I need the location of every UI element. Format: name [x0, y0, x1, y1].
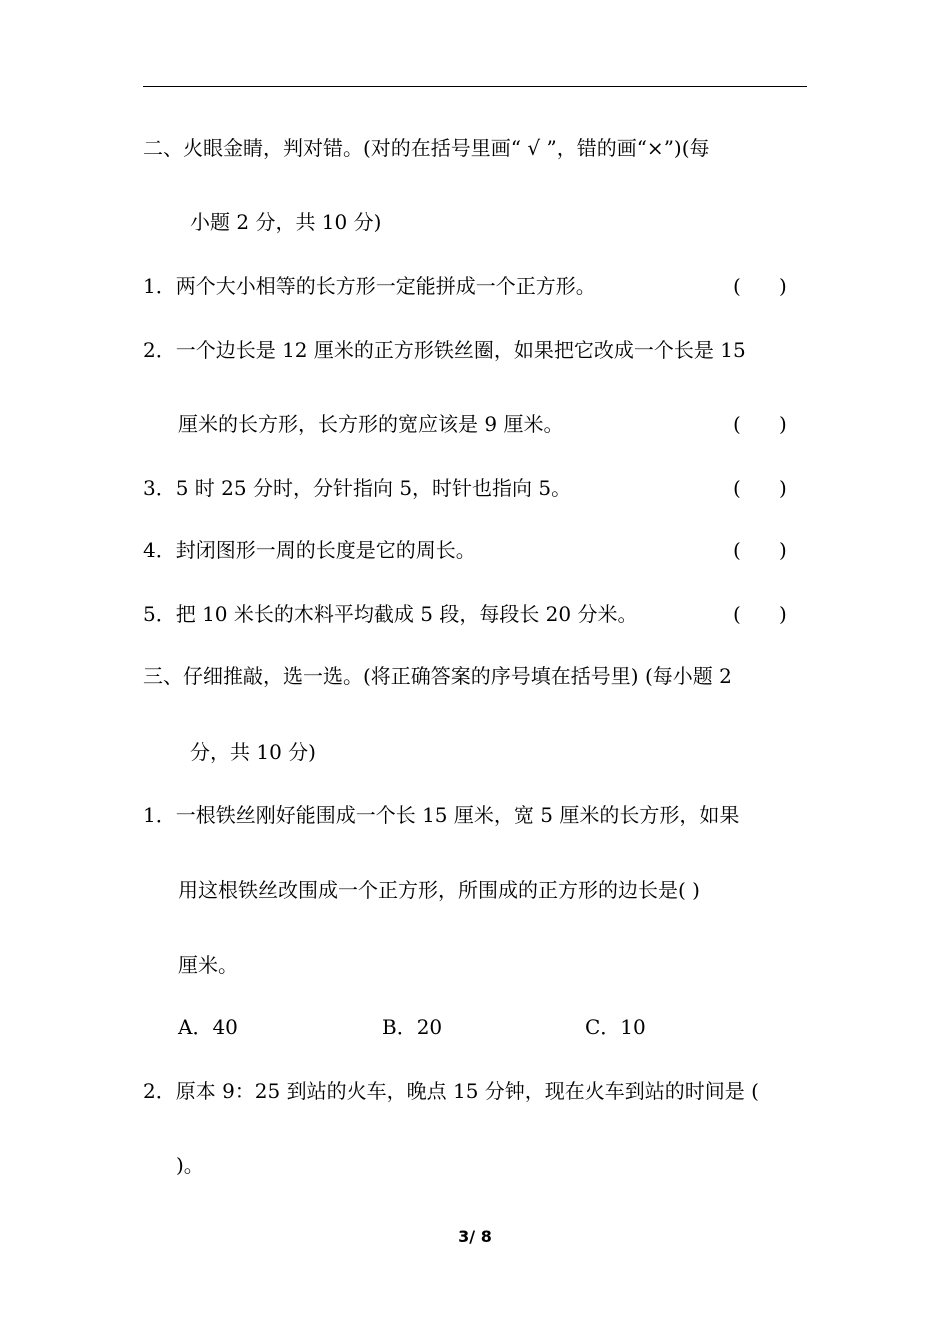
choice-question-1-line2: 用这根铁丝改围成一个正方形，所围成的正方形的边长是( ) [178, 878, 700, 902]
page-number: 3/ 8 [458, 1227, 492, 1246]
judge-question-1: 1．两个大小相等的长方形一定能拼成一个正方形。 [143, 274, 596, 298]
option-b: B．20 [382, 1015, 443, 1039]
section2-heading-line2: 小题 2 分，共 10 分) [190, 210, 382, 234]
header-rule [143, 86, 807, 87]
answer-paren-2[interactable]: ( ) [733, 412, 787, 436]
judge-question-2-cont: 厘米的长方形，长方形的宽应该是 9 厘米。 [178, 412, 564, 436]
option-a: A．40 [178, 1015, 238, 1039]
answer-paren-5[interactable]: ( ) [733, 602, 787, 626]
choice-question-2-line1: 2．原本 9：25 到站的火车，晚点 15 分钟，现在火车到站的时间是 ( [143, 1079, 759, 1103]
section2-heading-line1: 二、火眼金睛，判对错。(对的在括号里画“ √ ”，错的画“×”)(每 [143, 136, 710, 160]
answer-paren-3[interactable]: ( ) [733, 476, 787, 500]
judge-question-3: 3．5 时 25 分时，分针指向 5，时针也指向 5。 [143, 476, 572, 500]
option-c: C．10 [585, 1015, 646, 1039]
section3-heading-line1: 三、仔细推敲，选一选。(将正确答案的序号填在括号里) (每小题 2 [143, 664, 732, 688]
judge-question-5: 5．把 10 米长的木料平均截成 5 段，每段长 20 分米。 [143, 602, 638, 626]
answer-paren-4[interactable]: ( ) [733, 538, 787, 562]
judge-question-4: 4．封闭图形一周的长度是它的周长。 [143, 538, 476, 562]
section3-heading-line2: 分，共 10 分) [190, 740, 316, 764]
choice-question-2-line2: )。 [176, 1153, 204, 1177]
choice-question-1-line3: 厘米。 [178, 953, 238, 977]
choice-question-1-line1: 1．一根铁丝刚好能围成一个长 15 厘米，宽 5 厘米的长方形，如果 [143, 803, 740, 827]
judge-question-2: 2．一个边长是 12 厘米的正方形铁丝圈，如果把它改成一个长是 15 [143, 338, 746, 362]
answer-paren-1[interactable]: ( ) [733, 274, 787, 298]
